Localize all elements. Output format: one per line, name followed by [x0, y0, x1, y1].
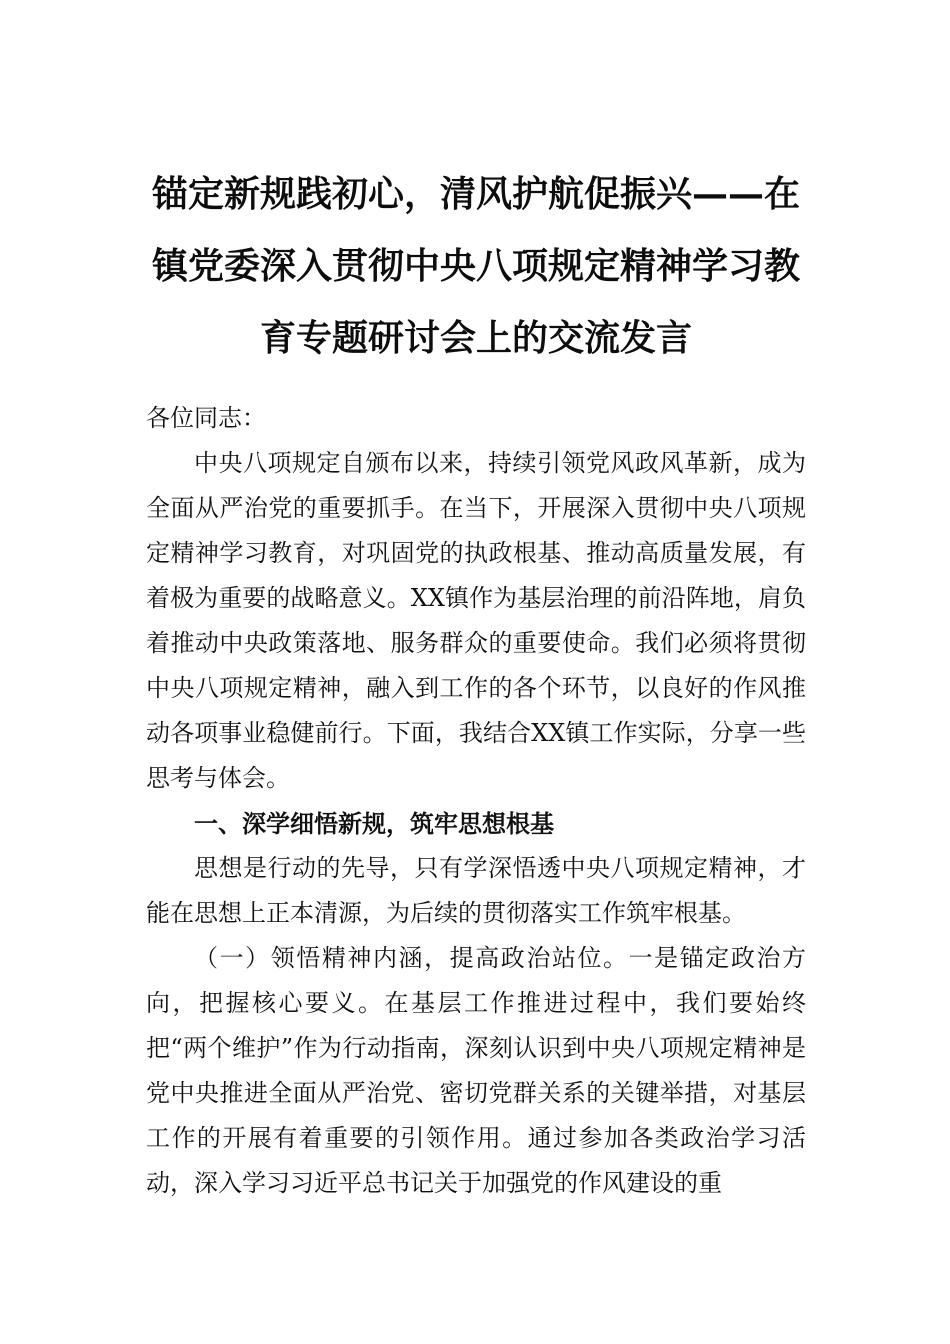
- section-1-intro-paragraph: 思想是行动的先导，只有学深悟透中央八项规定精神，才能在思想上正本清源，为后续的贯彻落实工作筑牢根基。: [146, 854, 806, 927]
- section-1-sub-1-paragraph: [146, 936, 806, 1206]
- section-1-sub-1-heading: （一）领悟精神内涵，提高政治站位。: [194, 944, 629, 972]
- document-title: 锚定新规践初心，清风护航促振兴——在镇党委深入贯彻中央八项规定精神学习教育专题研讨会上的交流发言: [151, 173, 800, 359]
- document-body: [146, 396, 806, 1206]
- section-1-heading: 一、深学细悟新规，筑牢思想根基: [194, 809, 554, 838]
- section-1-sub-1-text: 一是锚定政治方向，把握核心要义。在基层工作推进过程中，我们要始终把“两个维护”作为行动指南，深刻认识到中央八项规定精神是党中央推进全面从严治党、密切党群关系的关键举措，对基层工作的开展有着重要的引领作用。通过参加各类政治学习活动，深入学习习近平总书记关于加强党的作风建设的重: [146, 944, 807, 1197]
- intro-paragraph: 中央八项规定自颁布以来，持续引领党风政风革新，成为全面从严治党的重要抓手。在当下，开展深入贯彻中央八项规定精神学习教育，对巩固党的执政根基、推动高质量发展，有着极为重要的战略意义。XX镇作为基层治理的前沿阵地，肩负着推动中央政策落地、服务群众的重要使命。我们必须将贯彻中央八项规定精神，融入到工作的各个环节，以良好的作风推动各项事业稳健前行。下面，我结合XX镇工作实际，分享一些思考与体会。: [146, 449, 806, 792]
- salutation: 各位同志：: [146, 404, 266, 432]
